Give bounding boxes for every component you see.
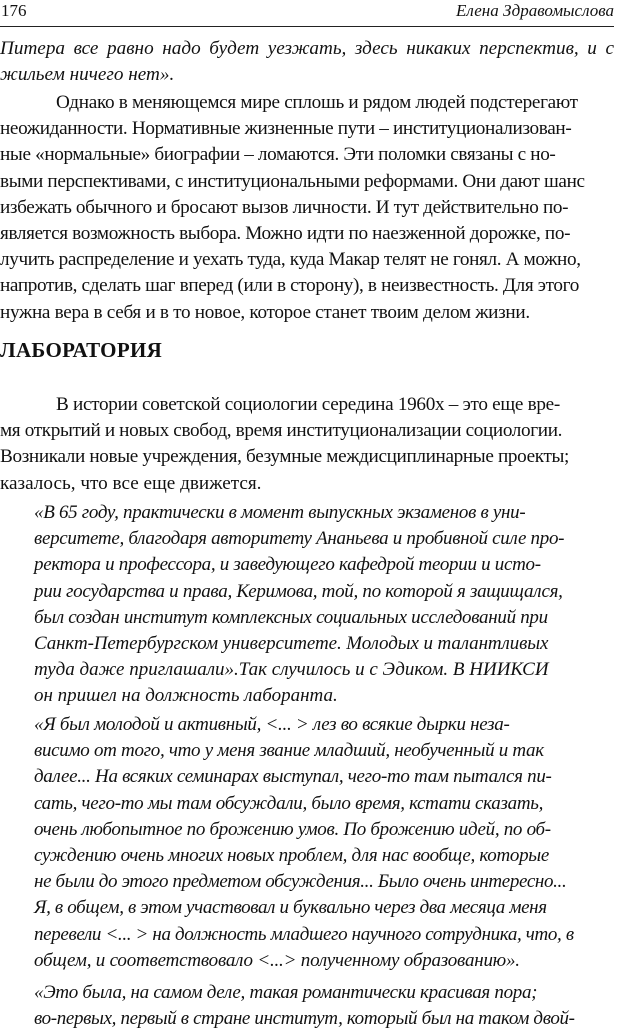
quote-institute	[34, 500, 614, 710]
text-line: избежать обычного и бросают вызов личности. И тут действительно по-	[0, 196, 569, 218]
text-line: лучить распределение и уехать туда, куда Макар телят не гонял. А можно,	[0, 249, 581, 271]
page-header	[0, 0, 614, 27]
paragraph-choice	[0, 90, 614, 326]
text-line: напротив, сделать шаг вперед (или в сторону), в неизвестность. Для этого	[0, 275, 579, 297]
section-heading: ЛАБОРАТОРИЯ	[0, 338, 163, 362]
quote-line: ректора и профессора, и заведующего кафедрой теории и исто-	[34, 554, 541, 576]
quote-line: перевели <... > на должность младшего научного сотрудника, что, в	[34, 923, 574, 945]
quote-line: не были до этого предметом обсуждения... Было очень интересно...	[34, 871, 567, 893]
quote-line: рии государства и права, Керимова, той, по которой я защищался,	[34, 580, 563, 602]
quote-line: был создан институт комплексных социальных исследований при	[34, 606, 548, 628]
quote-line: «Это была, на самом деле, такая романтически красивая пора;	[34, 982, 538, 1003]
quote-line: висимо от того, что у меня звание младший, необученный и так	[34, 740, 544, 762]
quote-line: во-первых, первый в стране институт, который был на таком двой-	[34, 1008, 575, 1030]
text-line: неожиданности. Нормативные жизненные пути – институционализован-	[0, 118, 572, 140]
text-line: он пришел на должность лаборанта.	[34, 685, 338, 707]
quote-line: Санкт-Петербургском университете. Молодых и талантливых	[34, 633, 549, 655]
text-line: ные «нормальные» биографии – ломаются. Эти поломки связаны с но-	[0, 144, 556, 166]
text-line: Возникали новые учреждения, безумные междисциплинарные проекты;	[0, 446, 570, 468]
text-line: В истории советской социологии середина 1960х – это еще вре-	[56, 394, 560, 415]
quote-line-mixed	[34, 657, 614, 683]
page-number: 176	[1, 1, 27, 20]
quote-line: суждению очень многих новых проблем, для нас вообще, которые	[34, 845, 549, 867]
text-line: является возможность выбора. Можно идти по наезженной дорожке, по-	[0, 223, 571, 245]
text-line: Питера все равно надо будет уезжать, здесь никаких перспектив, и с	[0, 38, 614, 59]
quote-line: верситете, благодаря авторитету Ананьева и пробивной силе про-	[34, 528, 565, 550]
quote-line: очень любопытное по брожению умов. По брожению идей, по об-	[34, 818, 551, 840]
running-head-author: Елена Здравомыслова	[456, 1, 614, 20]
quote-romantic	[34, 980, 614, 1032]
quote-line: «В 65 году, практически в момент выпускных экзаменов в уни-	[34, 502, 526, 523]
top-quote-continuation	[0, 36, 614, 88]
narration-text: Так случилось и с Эдиком. В НИИКСИ	[238, 659, 549, 681]
quote-line: далее... На всяких семинарах выступал, чего-то там пытался пи-	[34, 766, 552, 788]
quote-line: Я, в общем, в этом участвовал и буквально через два месяца меня	[34, 897, 547, 919]
quote-line: «Я был молодой и активный, <... > лез во всякие дырки неза-	[34, 714, 510, 735]
quote-line: сать, чего-то мы там обсуждали, было время, кстати сказать,	[34, 792, 544, 814]
quote-line: общем, и соответствовало <...> полученному образованию».	[34, 949, 520, 971]
text-line: выми перспективами, с институциональными реформами. Они дают шанс	[0, 170, 585, 192]
quote-young	[34, 712, 614, 974]
text-line: мя открытий и новых свобод, время институционализации социологии.	[0, 420, 563, 442]
quote-tail: туда даже приглашали».	[34, 659, 239, 681]
text-line: нужна вера в себя и в то новое, которое станет твоим делом жизни.	[0, 301, 530, 323]
paragraph-history	[0, 392, 614, 497]
text-line: казалось, что все еще движется.	[0, 472, 262, 494]
text-line: Однако в меняющемся мире сплошь и рядом людей подстерегают	[56, 92, 578, 113]
text-line: жильем ничего нет».	[0, 64, 175, 86]
